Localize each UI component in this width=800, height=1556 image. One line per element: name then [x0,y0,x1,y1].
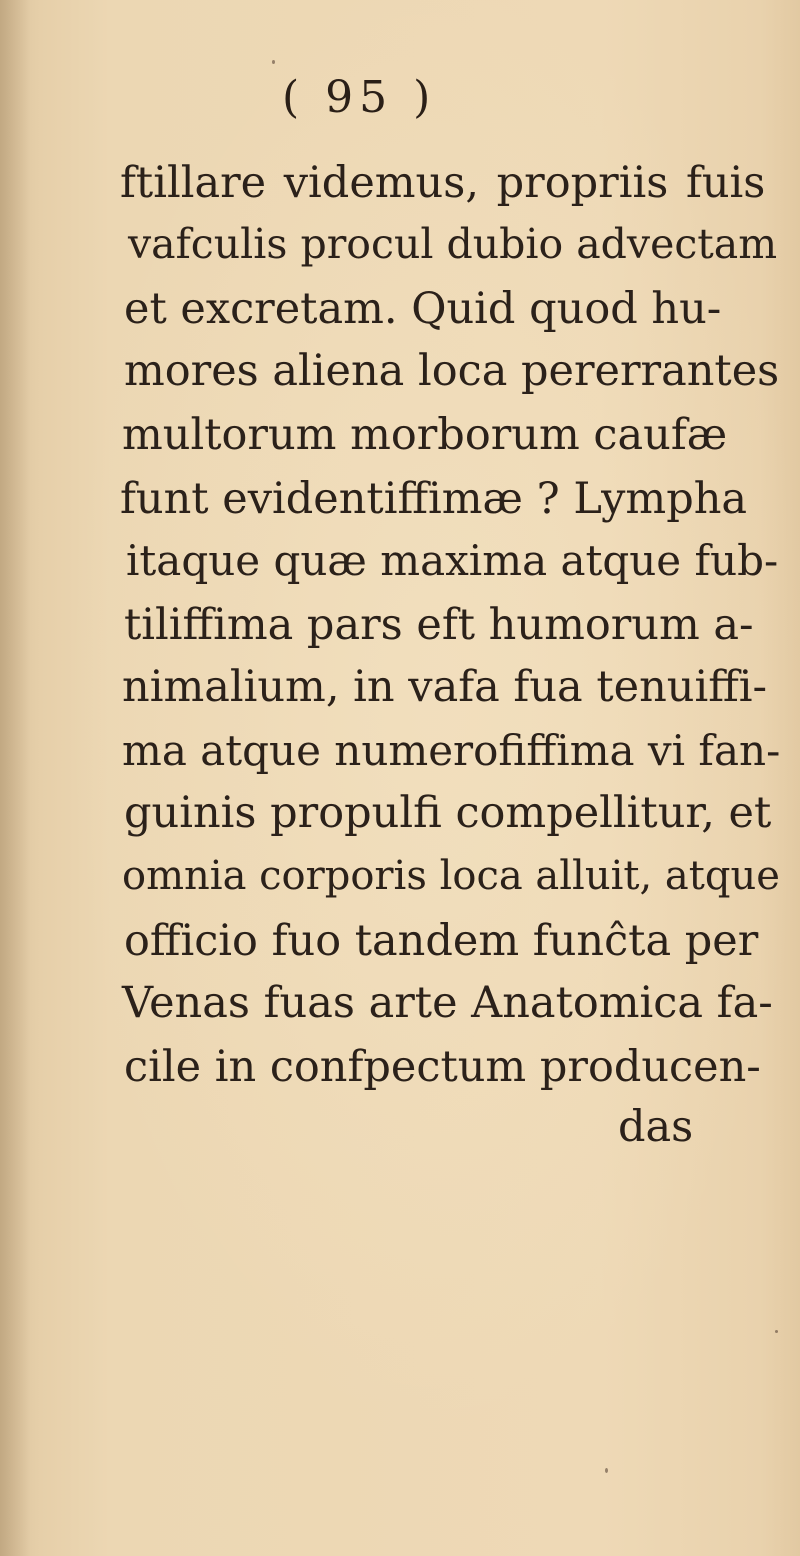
text-line: nimalium, in vafa fua tenuiffi- [122,662,768,712]
text-line: officio fuo tandem funĉta per [124,916,759,966]
catchword: das [618,1102,694,1152]
ink-speck [605,1468,608,1473]
text-line: et excretam. Quid quod hu- [124,284,722,334]
text-line: guinis propulfi compellitur, et [124,788,772,838]
text-line: ma atque numerofiffima vi fan- [122,726,781,775]
text-line: multorum morborum caufæ [122,410,728,460]
text-line: itaque quæ maxima atque fub- [126,536,779,585]
ink-speck [272,60,275,64]
text-line: tiliffima pars eft humorum a- [124,600,754,650]
text-line: cile in confpectum producen- [124,1042,761,1092]
text-line: Venas fuas arte Anatomica fa- [122,978,773,1028]
text-line: mores aliena loca pererrantes [124,346,780,396]
text-line: ftillare videmus, propriis fuis [120,158,766,208]
page-gutter-shadow [0,0,30,1556]
ink-speck [775,1330,778,1333]
text-line: omnia corporis loca alluit, atque [122,853,780,899]
page-number: ( 95 ) [282,72,437,123]
text-line: funt evidentiffimæ ? Lympha [120,474,748,524]
text-line: vafculis procul dubio advectam [128,220,778,268]
